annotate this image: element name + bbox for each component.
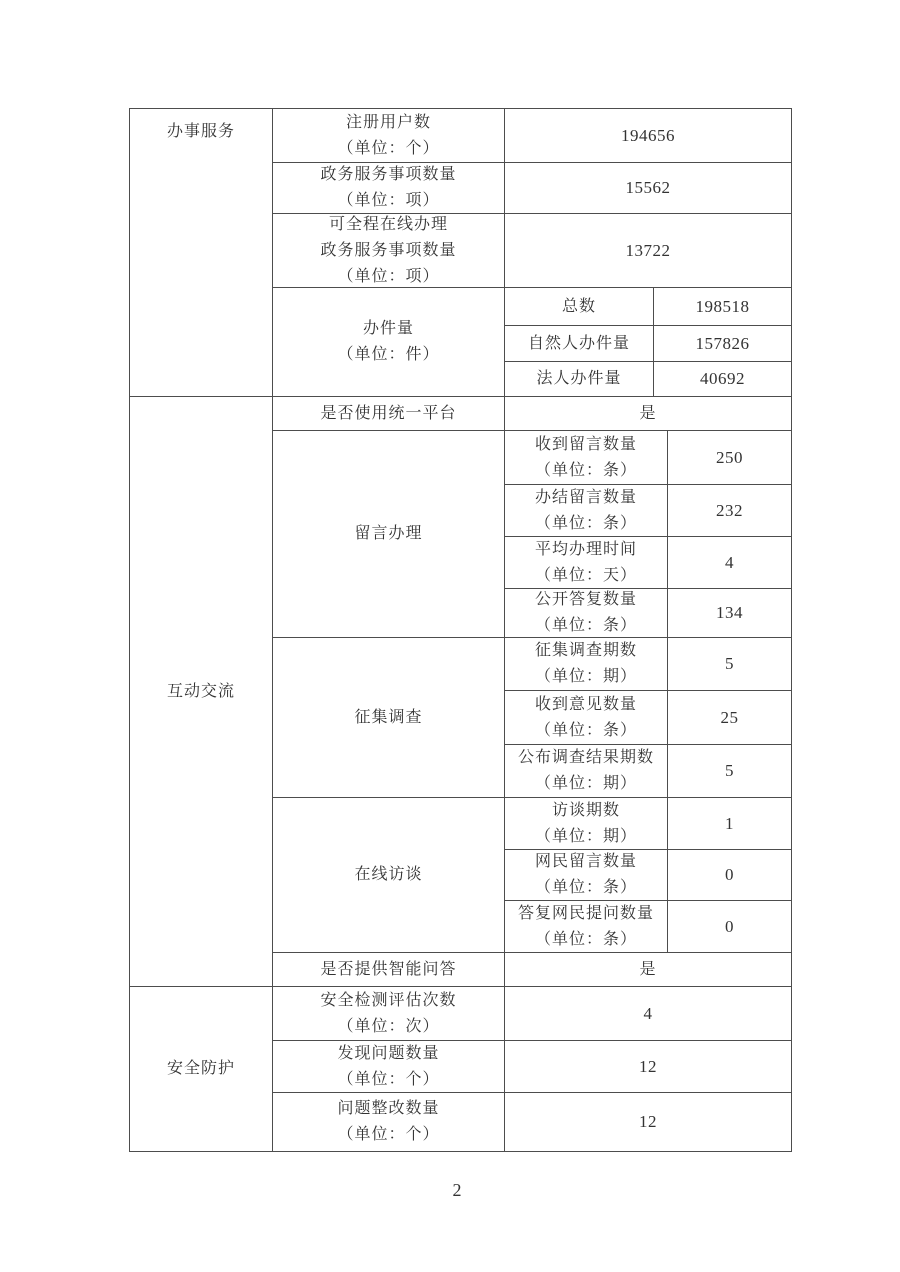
sub-metric-label: 征集调查期数	[534, 642, 637, 659]
sub-metric-value: 134	[716, 603, 743, 622]
sub-metric-value-cell	[654, 326, 791, 362]
metric-label-cell	[273, 109, 505, 163]
sub-metric-unit: （单位：条）	[534, 879, 637, 896]
sub-metric-value-cell	[668, 850, 791, 901]
metric-unit: （单位：次）	[337, 1017, 440, 1035]
metric-value: 15562	[625, 178, 671, 197]
metric-value: 12	[639, 1056, 657, 1076]
sub-metric-label: 法人办件量	[536, 370, 622, 387]
sub-metric-value: 250	[716, 447, 743, 467]
sub-metric-label: 答复网民提问数量	[517, 904, 654, 922]
sub-metric-value: 0	[725, 865, 734, 884]
sub-metric-value-cell	[668, 691, 791, 745]
metric-label-cell	[273, 397, 505, 431]
sub-metric-unit: （单位：条）	[534, 721, 637, 739]
sub-metric-label: 办结留言数量	[534, 488, 637, 506]
group-label-cell	[273, 638, 505, 798]
sub-metric-label: 公开答复数量	[534, 591, 637, 608]
metric-label: 政务服务事项数量	[320, 241, 457, 259]
sub-metric-label-cell	[505, 589, 668, 638]
report-table	[129, 108, 792, 1152]
sub-metric-value: 5	[725, 761, 734, 780]
sub-metric-value: 4	[725, 552, 734, 572]
sub-metric-label-cell	[505, 537, 668, 589]
metric-value: 12	[639, 1112, 657, 1131]
sub-metric-value: 1	[725, 813, 734, 833]
sub-metric-unit: （单位：条）	[534, 461, 637, 479]
sub-metric-value-cell	[654, 288, 791, 326]
metric-value-cell	[505, 1093, 791, 1151]
metric-label: 是否使用统一平台	[320, 404, 457, 422]
metric-label: 问题整改数量	[337, 1100, 440, 1117]
metric-value: 194656	[621, 125, 675, 145]
sub-metric-unit: （单位：期）	[534, 668, 637, 685]
group-label: 在线访谈	[354, 866, 423, 883]
sub-metric-label: 总数	[561, 297, 596, 315]
sub-metric-label: 平均办理时间	[534, 540, 637, 558]
metric-label-cell	[273, 1041, 505, 1093]
metric-value-cell	[505, 397, 791, 431]
metric-label-cell	[273, 953, 505, 987]
sub-metric-value-cell	[668, 638, 791, 691]
category-label: 办事服务	[166, 123, 235, 140]
sub-metric-label-cell	[505, 745, 668, 798]
metric-value: 是	[639, 960, 657, 978]
category-cell-security	[130, 987, 273, 1151]
sub-metric-unit: （单位：天）	[534, 566, 637, 584]
sub-metric-label-cell	[505, 638, 668, 691]
sub-metric-value: 198518	[695, 296, 750, 316]
sub-metric-unit: （单位：期）	[534, 775, 637, 792]
metric-label: 是否提供智能问答	[320, 960, 457, 978]
group-label: 征集调查	[354, 708, 423, 726]
sub-metric-value-cell	[668, 589, 791, 638]
metric-value-cell	[505, 109, 791, 163]
category-cell-service	[130, 109, 273, 397]
sub-metric-label-cell	[505, 288, 654, 326]
sub-metric-label: 访谈期数	[551, 801, 620, 819]
sub-metric-value-cell	[668, 485, 791, 537]
sub-metric-value: 25	[720, 707, 739, 727]
sub-metric-value: 0	[725, 916, 734, 936]
category-cell-interaction	[130, 397, 273, 987]
sub-metric-label-cell	[505, 485, 668, 537]
metric-unit: （单位：个）	[337, 139, 440, 157]
sub-metric-unit: （单位：条）	[534, 514, 637, 532]
sub-metric-label-cell	[505, 798, 668, 850]
metric-value-cell	[505, 987, 791, 1041]
sub-metric-value-cell	[668, 901, 791, 953]
sub-metric-label: 自然人办件量	[527, 334, 630, 352]
sub-metric-value: 5	[725, 654, 734, 673]
metric-unit: （单位：个）	[337, 1070, 440, 1088]
metric-value-cell	[505, 214, 791, 288]
sub-metric-label-cell	[505, 362, 654, 397]
metric-label: 政务服务事项数量	[320, 166, 457, 183]
metric-value-cell	[505, 953, 791, 987]
sub-metric-label: 收到留言数量	[534, 435, 637, 453]
sub-metric-label-cell	[505, 901, 668, 953]
metric-value: 13722	[625, 240, 671, 260]
group-label: 留言办理	[354, 525, 423, 542]
metric-label-cell	[273, 214, 505, 288]
sub-metric-unit: （单位：条）	[534, 617, 637, 634]
sub-metric-value: 157826	[695, 333, 750, 353]
metric-label: 发现问题数量	[337, 1044, 440, 1062]
metric-unit: （单位：项）	[337, 267, 440, 285]
sub-metric-value-cell	[668, 431, 791, 485]
metric-label-cell	[273, 163, 505, 214]
group-label-cell	[273, 798, 505, 953]
metric-label-cell	[273, 987, 505, 1041]
sub-metric-value: 40692	[700, 369, 745, 388]
metric-value: 4	[643, 1003, 653, 1023]
group-label: 办件量	[362, 320, 414, 337]
sub-metric-value-cell	[668, 537, 791, 589]
metric-value: 是	[639, 404, 657, 422]
sub-metric-value-cell	[654, 362, 791, 397]
sub-metric-label-cell	[505, 850, 668, 901]
sub-metric-label: 收到意见数量	[534, 695, 637, 713]
metric-value-cell	[505, 1041, 791, 1093]
sub-metric-unit: （单位：条）	[534, 930, 637, 948]
metric-unit: （单位：个）	[337, 1126, 440, 1143]
metric-label-cell	[273, 1093, 505, 1151]
sub-metric-label: 公布调查结果期数	[517, 749, 654, 766]
metric-unit: （单位：项）	[337, 192, 440, 209]
sub-metric-label-cell	[505, 326, 654, 362]
metric-label: 可全程在线办理	[328, 215, 448, 233]
sub-metric-value-cell	[668, 798, 791, 850]
sub-metric-unit: （单位：期）	[534, 827, 637, 845]
sub-metric-label: 网民留言数量	[534, 853, 637, 870]
sub-metric-value-cell	[668, 745, 791, 798]
category-label: 互动交流	[166, 682, 235, 700]
metric-label: 注册用户数	[345, 113, 431, 131]
page-number: 2	[452, 1180, 462, 1200]
category-label: 安全防护	[166, 1060, 235, 1077]
group-label-cell	[273, 288, 505, 397]
sub-metric-value: 232	[716, 500, 743, 520]
metric-label: 安全检测评估次数	[320, 991, 457, 1009]
metric-value-cell	[505, 163, 791, 214]
group-unit: （单位：件）	[337, 346, 440, 363]
sub-metric-label-cell	[505, 431, 668, 485]
sub-metric-label-cell	[505, 691, 668, 745]
group-label-cell	[273, 431, 505, 638]
